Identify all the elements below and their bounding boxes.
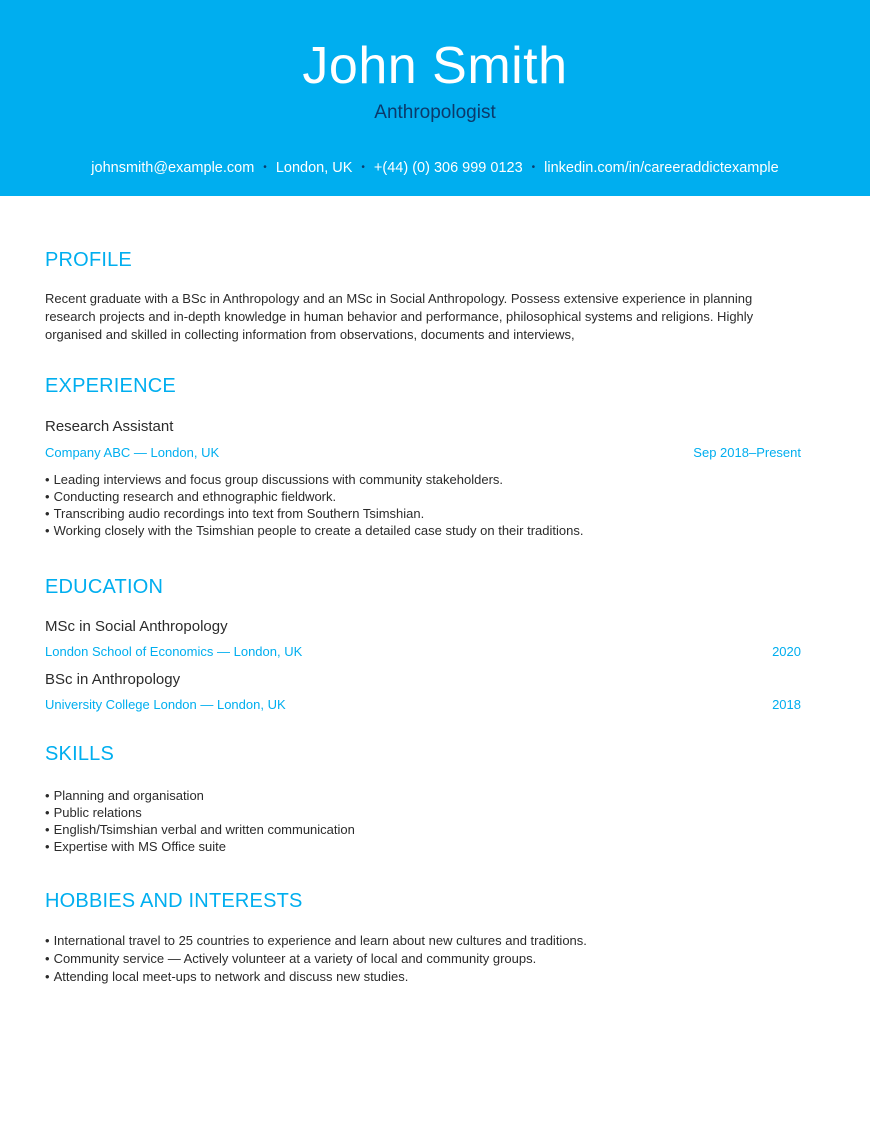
separator-dot: • bbox=[531, 162, 536, 173]
section-heading-experience: EXPERIENCE bbox=[45, 375, 176, 397]
list-item: • Attending local meet-ups to network and discuss new studies. bbox=[45, 968, 587, 986]
education-degree: MSc in Social Anthropology bbox=[45, 618, 228, 635]
separator-dot: • bbox=[263, 162, 267, 173]
contact-linkedin[interactable]: linkedin.com/in/careeraddictexample bbox=[544, 160, 779, 176]
job-dates: Sep 2018–Present bbox=[693, 445, 801, 460]
section-heading-profile: PROFILE bbox=[45, 249, 132, 271]
job-duties-list bbox=[45, 471, 583, 539]
skills-list bbox=[45, 787, 355, 855]
section-heading-hobbies: HOBBIES AND INTERESTS bbox=[45, 890, 303, 912]
list-item: • Transcribing audio recordings into text from Southern Tsimshian. bbox=[45, 505, 583, 522]
separator-dot: • bbox=[361, 162, 365, 173]
education-year: 2020 bbox=[772, 644, 801, 659]
education-degree: BSc in Anthropology bbox=[45, 671, 181, 688]
list-item: • Leading interviews and focus group discussions with community stakeholders. bbox=[45, 471, 583, 488]
list-item: • Public relations bbox=[45, 804, 355, 821]
profile-summary: Recent graduate with a BSc in Anthropology and an MSc in Social Anthropology. Possess extensive experience in planning research projects and in-depth knowledge in human behavior and performance, philosophical systems and religions. Highly organised and skilled in collecting information from observations, documents and interviews, bbox=[45, 291, 754, 342]
education-school: London School of Economics — London, UK bbox=[45, 644, 303, 659]
list-item: • Expertise with MS Office suite bbox=[45, 838, 355, 855]
contact-email[interactable]: johnsmith@example.com bbox=[91, 160, 255, 176]
contact-line bbox=[0, 158, 870, 178]
education-year: 2018 bbox=[772, 697, 801, 712]
section-heading-education: EDUCATION bbox=[45, 576, 164, 598]
job-title: Research Assistant bbox=[45, 418, 174, 435]
list-item: • Planning and organisation bbox=[45, 787, 355, 804]
job-company: Company ABC — London, UK bbox=[45, 445, 220, 460]
contact-location: London, UK bbox=[275, 160, 353, 176]
list-item: • Working closely with the Tsimshian people to create a detailed case study on their traditions. bbox=[45, 522, 583, 539]
candidate-name: John Smith bbox=[302, 37, 568, 95]
list-item: • Conducting research and ethnographic fieldwork. bbox=[45, 488, 583, 505]
list-item: • International travel to 25 countries to experience and learn about new cultures and traditions. bbox=[45, 932, 587, 950]
contact-phone[interactable]: +(44) (0) 306 999 0123 bbox=[373, 160, 523, 176]
list-item: • English/Tsimshian verbal and written communication bbox=[45, 821, 355, 838]
section-heading-skills: SKILLS bbox=[45, 743, 115, 765]
education-school: University College London — London, UK bbox=[45, 697, 286, 712]
list-item: • Community service — Actively volunteer at a variety of local and community groups. bbox=[45, 950, 587, 968]
hobbies-list bbox=[45, 932, 587, 986]
candidate-title: Anthropologist bbox=[374, 102, 496, 123]
resume-header bbox=[0, 0, 870, 196]
